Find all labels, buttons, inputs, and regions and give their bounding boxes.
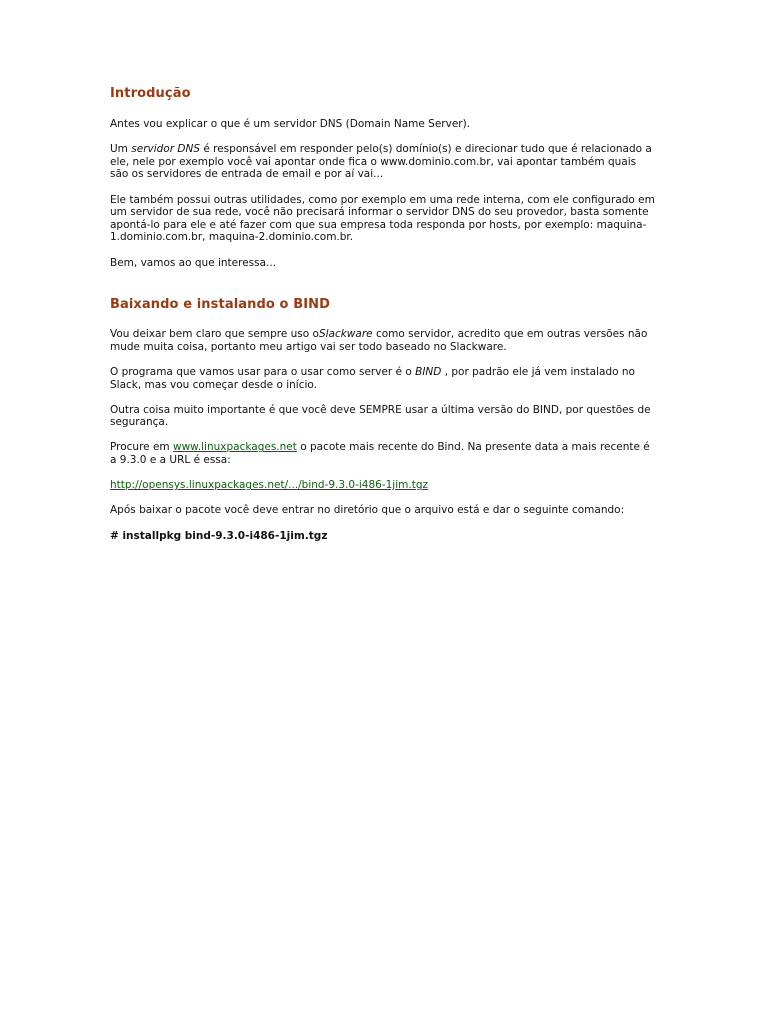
bind-paragraph-6: Após baixar o pacote você deve entrar no diretório que o arquivo está e dar o seguinte comando:	[110, 504, 625, 517]
intro-p2-prefix: Um	[110, 143, 132, 156]
intro-paragraph-4: Bem, vamos ao que interessa...	[110, 256, 277, 269]
bind-paragraph-5	[110, 479, 655, 492]
install-command: # installpkg bind-9.3.0-i486-1jim.tgz	[110, 529, 328, 542]
bind-p1-prefix: Vou deixar bem claro que sempre uso o	[110, 328, 319, 341]
bind-p2-suffix: , por padrão ele já vem instalado no Slack, mas vou começar desde o início.	[110, 365, 635, 391]
bind-p4-suffix: o pacote mais recente do Bind. Na presente data a mais recente é a 9.3.0 e a URL é essa:	[110, 441, 650, 467]
heading-baixando-bind: Baixando e instalando o BIND	[110, 297, 331, 313]
intro-paragraph-2	[110, 143, 655, 181]
linuxpackages-link[interactable]: www.linuxpackages.net	[173, 441, 297, 454]
bind-paragraph-3: Outra coisa muito importante é que você deve SEMPRE usar a última versão do BIND, por questões de segurança.	[110, 403, 651, 429]
heading-introducao: Introdução	[110, 86, 191, 101]
bind-paragraph-2	[110, 366, 655, 391]
bind-p2-prefix: O programa que vamos usar para o usar como server é o	[110, 365, 416, 378]
bind-paragraph-1	[110, 328, 655, 353]
bind-p1-emphasis: Slackware	[318, 328, 373, 341]
intro-p2-suffix: é responsável em responder pelo(s) domínio(s) e direcionar tudo que é relacionado a ele, nele por exemplo você vai apontar onde fica o www.dominio.com.br, vai apontar também quais são os servidores de entrada de email e por aí vai...	[110, 143, 652, 181]
bind-download-link[interactable]: http://opensys.linuxpackages.net/.../bind-9.3.0-i486-1jim.tgz	[110, 479, 428, 492]
section-spacer	[110, 269, 655, 295]
intro-p2-emphasis: servidor DNS	[131, 143, 200, 156]
bind-p4-prefix: Procure em	[110, 441, 173, 454]
bind-p2-emphasis: BIND	[415, 365, 442, 378]
intro-paragraph-3: Ele também possui outras utilidades, como por exemplo em uma rede interna, com ele configurado em um servidor de sua rede, você não precisará informar o servidor DNS do seu provedor, basta somente apontá-lo para ele e até fazer com que sua empresa toda responda por hosts, por exemplo: maquina-1.dominio.com.br, maquina-2.dominio.com.br.	[110, 193, 655, 244]
bind-p1-suffix: como servidor, acredito que em outras versões não mude muita coisa, portanto meu artigo vai ser todo baseado no Slackware.	[110, 328, 648, 353]
article-body	[110, 84, 655, 542]
intro-paragraph-1: Antes vou explicar o que é um servidor DNS (Domain Name Server).	[110, 118, 471, 130]
bind-paragraph-4	[110, 441, 655, 466]
